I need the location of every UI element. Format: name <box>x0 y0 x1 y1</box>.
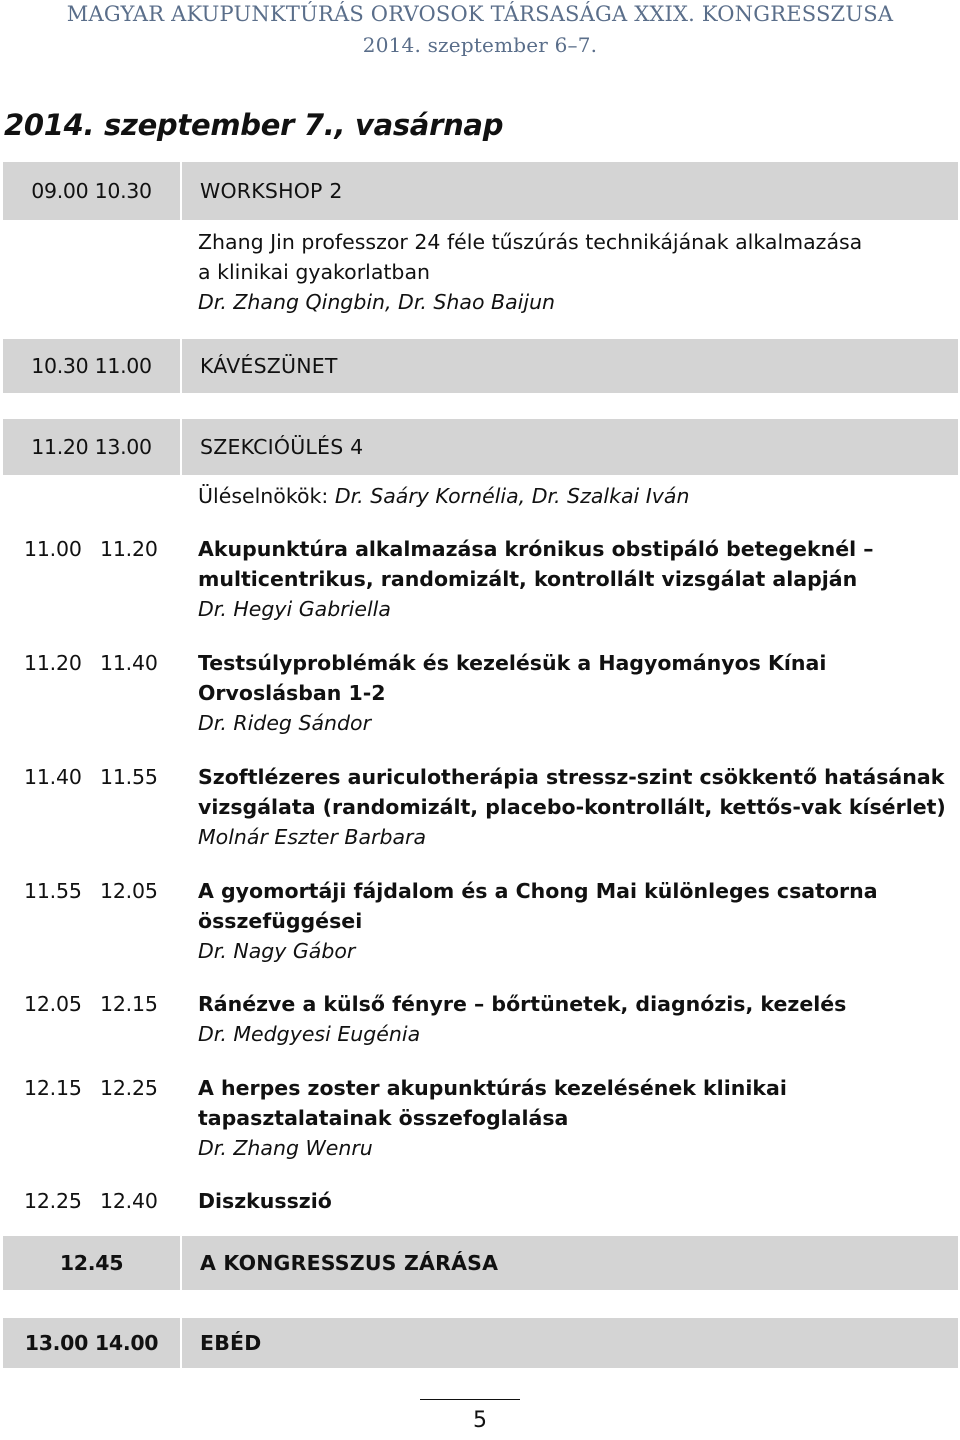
lunch-band <box>3 1318 958 1368</box>
talk-speaker: Dr. Rideg Sándor <box>198 711 372 735</box>
talk-time: 11.20 11.40 <box>24 651 158 675</box>
talk-title: Diszkusszió <box>198 1189 332 1213</box>
talk-title: A herpes zoster akupunktúrás kezelésének klinikai <box>198 1076 787 1100</box>
session-chairs <box>198 481 958 511</box>
talk-speaker: Dr. Medgyesi Eugénia <box>198 1022 421 1046</box>
talk-item <box>198 1073 958 1163</box>
header-dates: 2014. szeptember 6–7. <box>362 33 598 57</box>
talk-speaker: Dr. Nagy Gábor <box>198 939 356 963</box>
closing-band <box>3 1236 958 1290</box>
session-band <box>3 419 958 475</box>
talk-title: Orvoslásban 1-2 <box>198 681 386 705</box>
talk-item <box>198 876 958 966</box>
talk-title: Ránézve a külső fényre – bőrtünetek, diagnózis, kezelés <box>198 992 847 1016</box>
talk-item <box>198 989 958 1049</box>
talk-title: tapasztalatainak összefoglalása <box>198 1106 569 1130</box>
coffee-time: 10.30 11.00 <box>31 354 152 378</box>
talk-time: 12.05 12.15 <box>24 992 158 1016</box>
talk-title: Testsúlyproblémák és kezelésük a Hagyományos Kínai <box>198 651 827 675</box>
talk-item <box>198 1186 958 1216</box>
lunch-time: 13.00 14.00 <box>24 1331 159 1355</box>
talk-speaker: Dr. Hegyi Gabriella <box>198 597 391 621</box>
chairs-label: Üléselnökök: <box>198 484 329 508</box>
talk-title: Szoftlézeres auriculotherápia stressz-szint csökkentő hatásának <box>198 765 945 789</box>
talk-title: A gyomortáji fájdalom és a Chong Mai különleges csatorna <box>198 879 878 903</box>
talk-time: 11.40 11.55 <box>24 765 158 789</box>
day-heading: 2014. szeptember 7., vasárnap <box>4 108 504 142</box>
session-time: 11.20 13.00 <box>31 435 152 459</box>
session-label: SZEKCIÓÜLÉS 4 <box>200 435 364 459</box>
coffee-band <box>3 339 958 393</box>
talk-title: összefüggései <box>198 909 363 933</box>
talk-time: 11.00 11.20 <box>24 537 158 561</box>
header-title: MAGYAR AKUPUNKTÚRÁS ORVOSOK TÁRSASÁGA XXIX. KONGRESSZUSA <box>66 2 894 26</box>
page-number: 5 <box>473 1408 487 1433</box>
workshop-title-line2: a klinikai gyakorlatban <box>198 260 430 284</box>
talk-item <box>198 534 958 624</box>
lunch-label: EBÉD <box>200 1331 262 1355</box>
workshop-band <box>3 162 958 220</box>
talk-speaker: Molnár Eszter Barbara <box>198 825 427 849</box>
workshop-details <box>198 227 958 317</box>
talk-item <box>198 762 958 852</box>
talk-item <box>198 648 958 738</box>
workshop-presenters: Dr. Zhang Qingbin, Dr. Shao Baijun <box>198 290 556 314</box>
closing-time: 12.45 <box>59 1251 124 1275</box>
talk-time: 11.55 12.05 <box>24 879 158 903</box>
talk-time: 12.15 12.25 <box>24 1076 158 1100</box>
chairs-names: Dr. Saáry Kornélia, Dr. Szalkai Iván <box>334 484 690 508</box>
workshop-time: 09.00 10.30 <box>31 179 152 203</box>
workshop-label: WORKSHOP 2 <box>200 179 343 203</box>
talk-title: multicentrikus, randomizált, kontrollált vizsgálat alapján <box>198 567 858 591</box>
talk-time: 12.25 12.40 <box>24 1189 158 1213</box>
closing-label: A KONGRESSZUS ZÁRÁSA <box>200 1251 499 1275</box>
talk-title: Akupunktúra alkalmazása krónikus obstipáló betegeknél – <box>198 537 874 561</box>
coffee-label: KÁVÉSZÜNET <box>200 354 338 378</box>
talk-speaker: Dr. Zhang Wenru <box>198 1136 373 1160</box>
workshop-title-line1: Zhang Jin professzor 24 féle tűszúrás technikájának alkalmazása <box>198 230 863 254</box>
talk-title: vizsgálata (randomizált, placebo-kontrollált, kettős-vak kísérlet) <box>198 795 946 819</box>
footer-rule <box>420 1399 520 1400</box>
